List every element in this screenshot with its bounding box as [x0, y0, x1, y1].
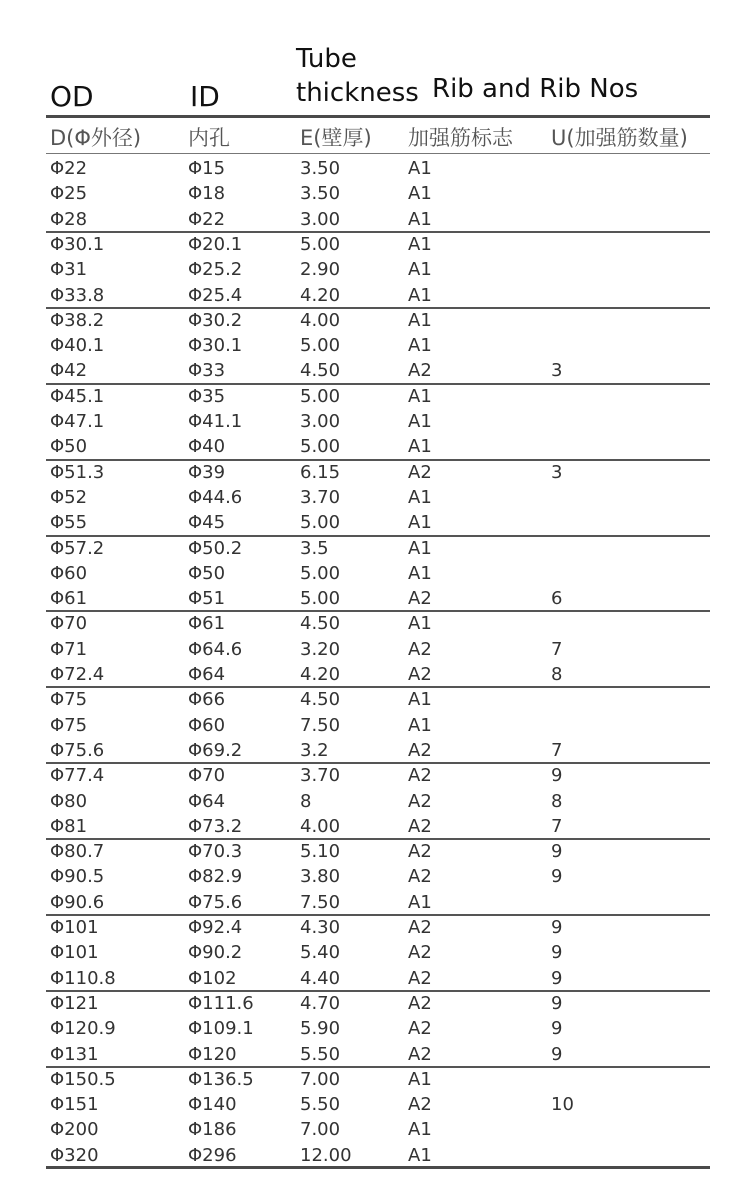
cell-thickness: 3.50: [300, 183, 341, 205]
cell-od: Φ61: [50, 588, 88, 610]
cell-thickness: 4.20: [300, 284, 341, 306]
cell-id: Φ90.2: [188, 942, 243, 964]
cell-rib-mark: A1: [408, 1068, 432, 1090]
cell-thickness: 5.00: [300, 562, 341, 584]
table-row: [0, 738, 750, 763]
cell-thickness: 3.2: [300, 739, 329, 761]
table-row: [0, 333, 750, 358]
cell-od: Φ72.4: [50, 664, 105, 685]
table-row: [0, 940, 750, 965]
cell-rib-mark: A2: [408, 1043, 432, 1065]
cell-rib-mark: A1: [408, 158, 432, 179]
table-row: [0, 384, 750, 409]
cell-thickness: 3.20: [300, 638, 341, 660]
rib-label: Rib and Rib Nos: [432, 74, 639, 104]
cell-thickness: 3.70: [300, 765, 341, 787]
cell-od: Φ60: [50, 562, 88, 584]
cell-rib-count: 8: [551, 790, 563, 812]
cell-rib-mark: A1: [408, 1119, 432, 1141]
cell-id: Φ45: [188, 512, 226, 534]
table-row: [0, 434, 750, 459]
table-row: [0, 662, 750, 687]
cell-rib-mark: A1: [408, 689, 432, 711]
cell-rib-count: 9: [551, 841, 563, 863]
cell-rib-mark: A2: [408, 866, 432, 888]
cell-id: Φ109.1: [188, 1018, 254, 1040]
table-row: [0, 1067, 750, 1092]
cell-od: Φ38.2: [50, 309, 105, 331]
cell-id: Φ70.3: [188, 841, 243, 863]
tube-thickness-line1: Tube: [296, 44, 357, 74]
cell-rib-count: 9: [551, 1018, 563, 1040]
cell-id: Φ64: [188, 664, 226, 685]
cell-id: Φ40: [188, 436, 226, 458]
cell-rib-mark: A1: [408, 233, 432, 255]
cell-thickness: 5.50: [300, 1094, 341, 1116]
cell-thickness: 4.30: [300, 917, 341, 938]
cell-rib-count: 8: [551, 664, 563, 685]
column-header-rib-count: U(加强筋数量): [551, 126, 688, 150]
cell-id: Φ41.1: [188, 411, 243, 432]
cell-id: Φ136.5: [188, 1068, 254, 1090]
cell-thickness: 3.00: [300, 208, 341, 230]
cell-id: Φ69.2: [188, 739, 243, 761]
cell-rib-count: 9: [551, 1043, 563, 1065]
cell-thickness: 5.90: [300, 1018, 341, 1040]
cell-od: Φ30.1: [50, 233, 105, 255]
table-row: [0, 409, 750, 434]
cell-thickness: 5.50: [300, 1043, 341, 1065]
cell-id: Φ92.4: [188, 917, 243, 938]
table-row: [0, 789, 750, 814]
cell-od: Φ151: [50, 1094, 99, 1116]
cell-rib-mark: A2: [408, 841, 432, 863]
tube-thickness-line2: thickness: [296, 78, 419, 108]
cell-thickness: 5.10: [300, 841, 341, 863]
cell-od: Φ101: [50, 942, 99, 964]
cell-rib-mark: A2: [408, 588, 432, 610]
cell-rib-mark: A2: [408, 1018, 432, 1040]
cell-od: Φ57.2: [50, 537, 105, 559]
table-row: [0, 1143, 750, 1168]
cell-id: Φ140: [188, 1094, 237, 1116]
cell-thickness: 7.00: [300, 1068, 341, 1090]
cell-id: Φ64: [188, 790, 226, 812]
cell-rib-mark: A1: [408, 259, 432, 281]
id-label: ID: [190, 80, 220, 113]
cell-rib-mark: A2: [408, 739, 432, 761]
cell-id: Φ30.1: [188, 335, 243, 357]
cell-id: Φ111.6: [188, 992, 254, 1014]
cell-id: Φ15: [188, 158, 226, 179]
cell-rib-count: 9: [551, 967, 563, 989]
table-row: [0, 839, 750, 864]
cell-thickness: 5.00: [300, 436, 341, 458]
cell-od: Φ131: [50, 1043, 99, 1065]
cell-thickness: 12.00: [300, 1144, 352, 1166]
table-row: [0, 586, 750, 611]
table-row: [0, 257, 750, 282]
table-row: [0, 611, 750, 636]
cell-rib-mark: A1: [408, 714, 432, 736]
table-row: [0, 966, 750, 991]
table-row: [0, 561, 750, 586]
cell-thickness: 5.00: [300, 233, 341, 255]
cell-od: Φ80: [50, 790, 88, 812]
cell-rib-mark: A1: [408, 537, 432, 559]
cell-id: Φ39: [188, 461, 226, 483]
column-header-od: D(Φ外径): [50, 126, 142, 150]
cell-od: Φ320: [50, 1144, 99, 1166]
column-header-id: 内孔: [188, 126, 230, 150]
cell-od: Φ75: [50, 714, 88, 736]
cell-od: Φ90.6: [50, 891, 105, 913]
cell-od: Φ80.7: [50, 841, 105, 863]
cell-od: Φ150.5: [50, 1068, 116, 1090]
cell-rib-count: 9: [551, 866, 563, 888]
cell-rib-mark: A1: [408, 486, 432, 508]
table-row: [0, 1016, 750, 1041]
cell-thickness: 4.40: [300, 967, 341, 989]
column-header-rib-mark: 加强筋标志: [408, 126, 513, 150]
cell-rib-count: 10: [551, 1094, 574, 1116]
cell-id: Φ66: [188, 689, 226, 711]
cell-thickness: 4.70: [300, 992, 341, 1014]
table-row: [0, 232, 750, 257]
cell-od: Φ70: [50, 613, 88, 635]
cell-od: Φ28: [50, 208, 88, 230]
cell-thickness: 2.90: [300, 259, 341, 281]
cell-id: Φ22: [188, 208, 226, 230]
cell-rib-mark: A1: [408, 411, 432, 432]
cell-thickness: 4.20: [300, 664, 341, 685]
cell-thickness: 6.15: [300, 461, 341, 483]
cell-thickness: 5.00: [300, 385, 341, 407]
cell-id: Φ35: [188, 385, 226, 407]
cell-rib-count: 3: [551, 461, 563, 483]
cell-rib-mark: A1: [408, 1144, 432, 1166]
cell-rib-mark: A1: [408, 436, 432, 458]
table-row: [0, 687, 750, 712]
cell-id: Φ73.2: [188, 815, 243, 837]
cell-id: Φ50: [188, 562, 226, 584]
cell-id: Φ102: [188, 967, 237, 989]
cell-od: Φ81: [50, 815, 88, 837]
cell-rib-count: 9: [551, 917, 563, 938]
cell-id: Φ25.4: [188, 284, 243, 306]
cell-thickness: 3.70: [300, 486, 341, 508]
cell-od: Φ75.6: [50, 739, 105, 761]
cell-rib-mark: A2: [408, 942, 432, 964]
cell-od: Φ90.5: [50, 866, 105, 888]
cell-od: Φ77.4: [50, 765, 105, 787]
cell-id: Φ25.2: [188, 259, 243, 281]
table-row: [0, 283, 750, 308]
cell-od: Φ200: [50, 1119, 99, 1141]
cell-od: Φ31: [50, 259, 88, 281]
cell-rib-mark: A2: [408, 461, 432, 483]
cell-thickness: 7.50: [300, 714, 341, 736]
cell-thickness: 4.50: [300, 689, 341, 711]
cell-rib-count: 7: [551, 815, 563, 837]
table-row: [0, 1042, 750, 1067]
cell-rib-count: 9: [551, 765, 563, 787]
cell-id: Φ120: [188, 1043, 237, 1065]
table-row: [0, 763, 750, 788]
cell-thickness: 5.40: [300, 942, 341, 964]
table-row: [0, 536, 750, 561]
table-row: [0, 890, 750, 915]
cell-od: Φ120.9: [50, 1018, 116, 1040]
cell-rib-mark: A1: [408, 891, 432, 913]
cell-id: Φ50.2: [188, 537, 243, 559]
cell-id: Φ30.2: [188, 309, 243, 331]
cell-rib-mark: A1: [408, 284, 432, 306]
cell-id: Φ75.6: [188, 891, 243, 913]
table-row: [0, 181, 750, 206]
cell-thickness: 5.00: [300, 588, 341, 610]
cell-od: Φ121: [50, 992, 99, 1014]
table-row: [0, 510, 750, 535]
cell-rib-count: 7: [551, 739, 563, 761]
cell-rib-mark: A1: [408, 512, 432, 534]
table-row: [0, 991, 750, 1016]
table-row: [0, 864, 750, 889]
cell-id: Φ33: [188, 360, 226, 382]
table-row: [0, 915, 750, 940]
cell-od: Φ45.1: [50, 385, 105, 407]
table-row: [0, 308, 750, 333]
table-row: [0, 460, 750, 485]
cell-od: Φ22: [50, 158, 88, 179]
cell-od: Φ52: [50, 486, 88, 508]
cell-rib-count: 7: [551, 638, 563, 660]
cell-id: Φ51: [188, 588, 226, 610]
cell-thickness: 3.80: [300, 866, 341, 888]
cell-od: Φ110.8: [50, 967, 116, 989]
cell-thickness: 3.00: [300, 411, 341, 432]
cell-rib-mark: A1: [408, 309, 432, 331]
cell-od: Φ33.8: [50, 284, 105, 306]
table-row: [0, 358, 750, 383]
table-row: [0, 207, 750, 232]
cell-id: Φ20.1: [188, 233, 243, 255]
cell-rib-count: 9: [551, 942, 563, 964]
cell-id: Φ296: [188, 1144, 237, 1166]
od-label: OD: [50, 80, 94, 113]
cell-thickness: 4.00: [300, 309, 341, 331]
cell-id: Φ61: [188, 613, 226, 635]
cell-od: Φ51.3: [50, 461, 105, 483]
cell-rib-mark: A2: [408, 790, 432, 812]
cell-rib-mark: A2: [408, 664, 432, 685]
cell-rib-mark: A2: [408, 967, 432, 989]
cell-od: Φ75: [50, 689, 88, 711]
cell-thickness: 4.50: [300, 360, 341, 382]
cell-od: Φ50: [50, 436, 88, 458]
table-row: [0, 1092, 750, 1117]
cell-thickness: 4.50: [300, 613, 341, 635]
cell-od: Φ25: [50, 183, 88, 205]
cell-thickness: 3.50: [300, 158, 341, 179]
cell-id: Φ82.9: [188, 866, 243, 888]
table-row: [0, 485, 750, 510]
cell-od: Φ101: [50, 917, 99, 938]
cell-rib-mark: A1: [408, 335, 432, 357]
cell-thickness: 5.00: [300, 335, 341, 357]
cell-rib-mark: A1: [408, 183, 432, 205]
column-header-thickness: E(壁厚): [300, 126, 372, 150]
table-row: [0, 637, 750, 662]
cell-id: Φ18: [188, 183, 226, 205]
cell-id: Φ60: [188, 714, 226, 736]
cell-id: Φ64.6: [188, 638, 243, 660]
cell-thickness: 5.00: [300, 512, 341, 534]
cell-rib-mark: A1: [408, 208, 432, 230]
cell-rib-mark: A2: [408, 638, 432, 660]
table-row: [0, 1117, 750, 1142]
cell-rib-mark: A2: [408, 815, 432, 837]
cell-rib-mark: A2: [408, 1094, 432, 1116]
cell-od: Φ71: [50, 638, 88, 660]
cell-id: Φ186: [188, 1119, 237, 1141]
cell-rib-count: 9: [551, 992, 563, 1014]
cell-rib-count: 6: [551, 588, 563, 610]
cell-od: Φ47.1: [50, 411, 105, 432]
cell-rib-mark: A2: [408, 765, 432, 787]
table-row: [0, 713, 750, 738]
cell-id: Φ44.6: [188, 486, 243, 508]
cell-thickness: 8: [300, 790, 312, 812]
cell-rib-mark: A2: [408, 360, 432, 382]
cell-id: Φ70: [188, 765, 226, 787]
cell-od: Φ40.1: [50, 335, 105, 357]
cell-rib-mark: A1: [408, 385, 432, 407]
cell-thickness: 4.00: [300, 815, 341, 837]
cell-od: Φ42: [50, 360, 88, 382]
table-row: [0, 814, 750, 839]
cell-thickness: 7.00: [300, 1119, 341, 1141]
cell-thickness: 3.5: [300, 537, 329, 559]
table-row: [0, 156, 750, 181]
cell-rib-mark: A1: [408, 562, 432, 584]
table-bottom-rule: [46, 1166, 710, 1169]
cell-rib-mark: A2: [408, 917, 432, 938]
cell-thickness: 7.50: [300, 891, 341, 913]
cell-od: Φ55: [50, 512, 88, 534]
cell-rib-mark: A2: [408, 992, 432, 1014]
cell-rib-mark: A1: [408, 613, 432, 635]
cell-rib-count: 3: [551, 360, 563, 382]
